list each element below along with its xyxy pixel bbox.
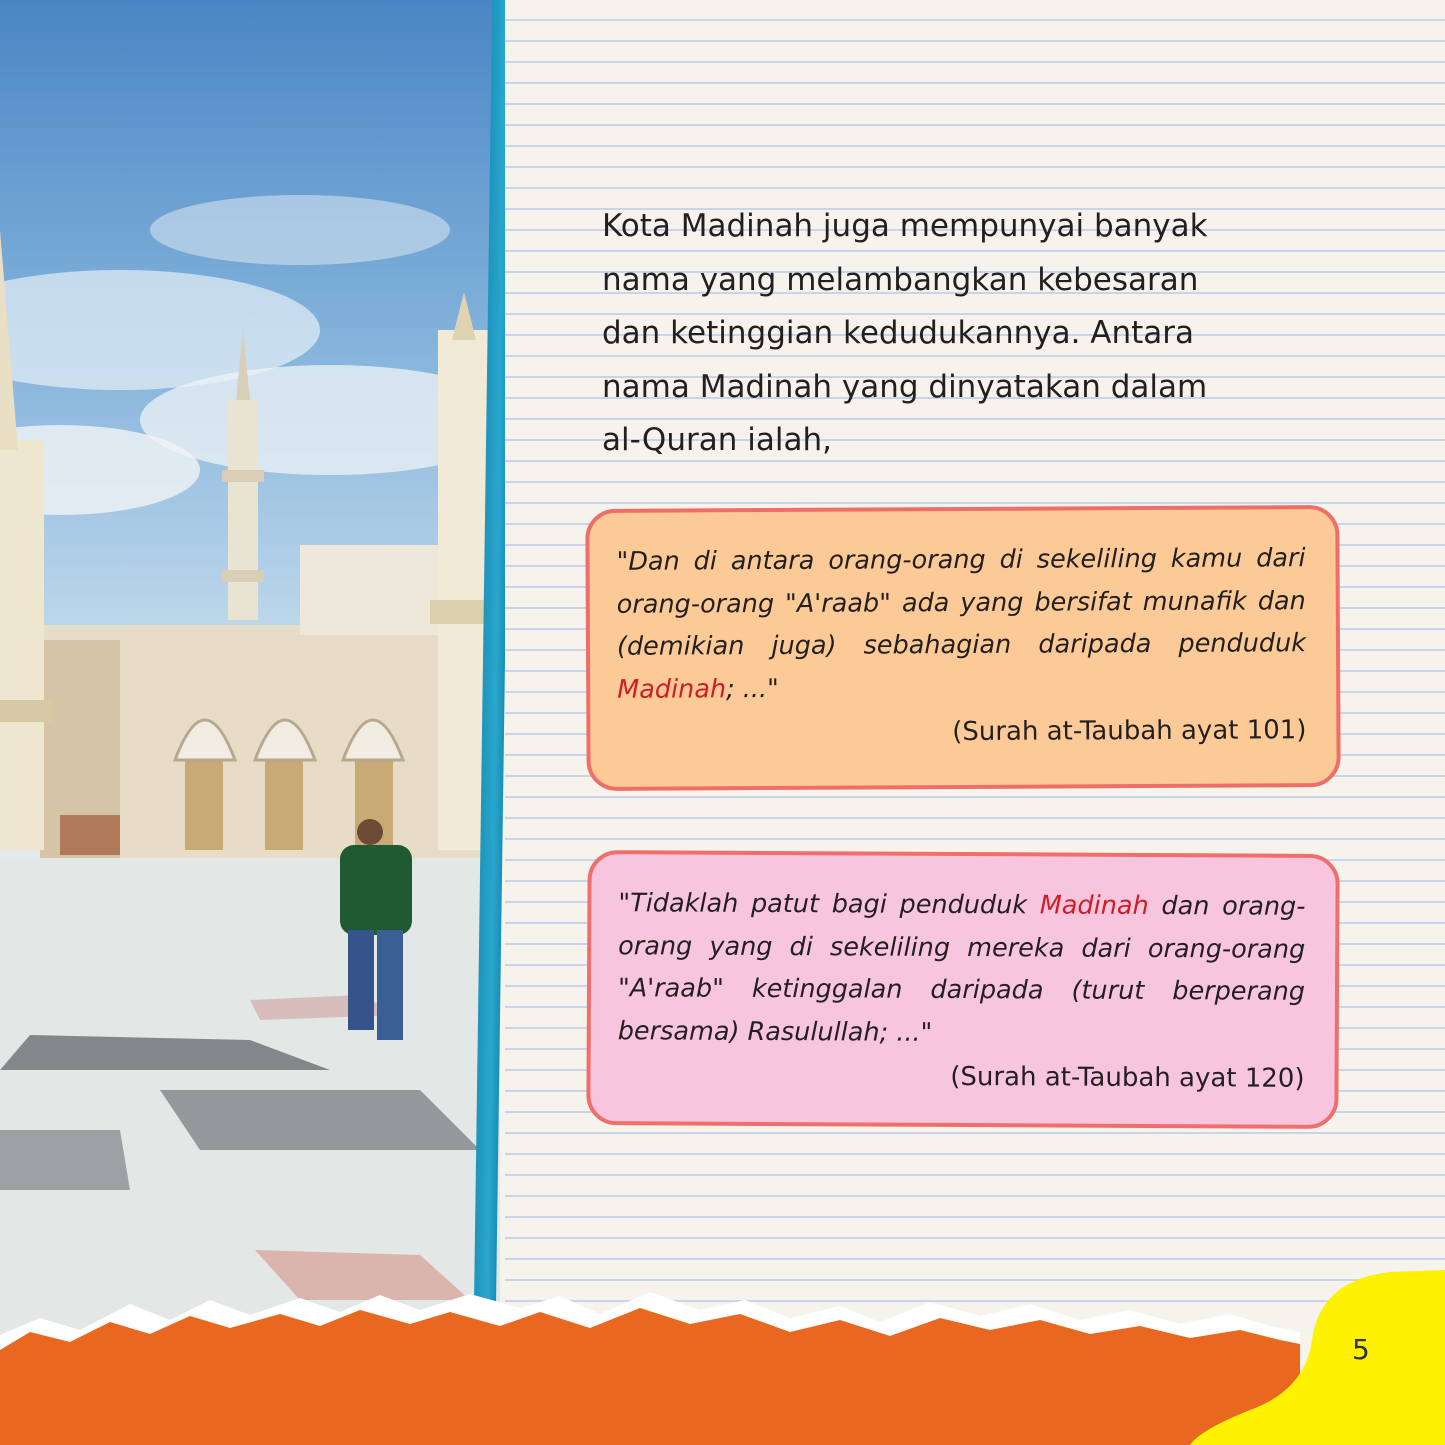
quote-box-1 xyxy=(585,505,1340,791)
mosque-photo xyxy=(0,0,500,1445)
quote-text-2: "Tidaklah patut bagi penduduk Madinah dan orang-orang yang di sekeliling mereka dari orang-orang "A'raab" ketinggalan daripada (turut berperang bersama) Rasulullah; ..." xyxy=(617,888,1306,1048)
quote-text-1: "Dan di antara orang-orang di sekeliling kamu dari orang-orang "A'raab" ada yang bersifat munafik dan (demikian juga) sebahagian daripada penduduk Madinah; ..." xyxy=(616,543,1307,705)
highlight-madinah: Madinah xyxy=(617,673,727,705)
torn-paper-footer xyxy=(0,1270,1445,1445)
quote-citation-1: (Surah at-Taubah ayat 101) xyxy=(952,715,1307,748)
quote-box-2 xyxy=(586,850,1339,1129)
mosque-illustration xyxy=(0,0,500,1445)
intro-paragraph: Kota Madinah juga mempunyai banyak nama yang melambangkan kebesaran dan ketinggian kedudukannya. Antara nama Madinah yang dinyatakan dalam al-Quran ialah, xyxy=(602,208,1208,458)
highlight-madinah: Madinah xyxy=(1039,890,1149,921)
quote-citation-2: (Surah at-Taubah ayat 120) xyxy=(950,1061,1305,1094)
page-number: 5 xyxy=(1352,1333,1370,1366)
